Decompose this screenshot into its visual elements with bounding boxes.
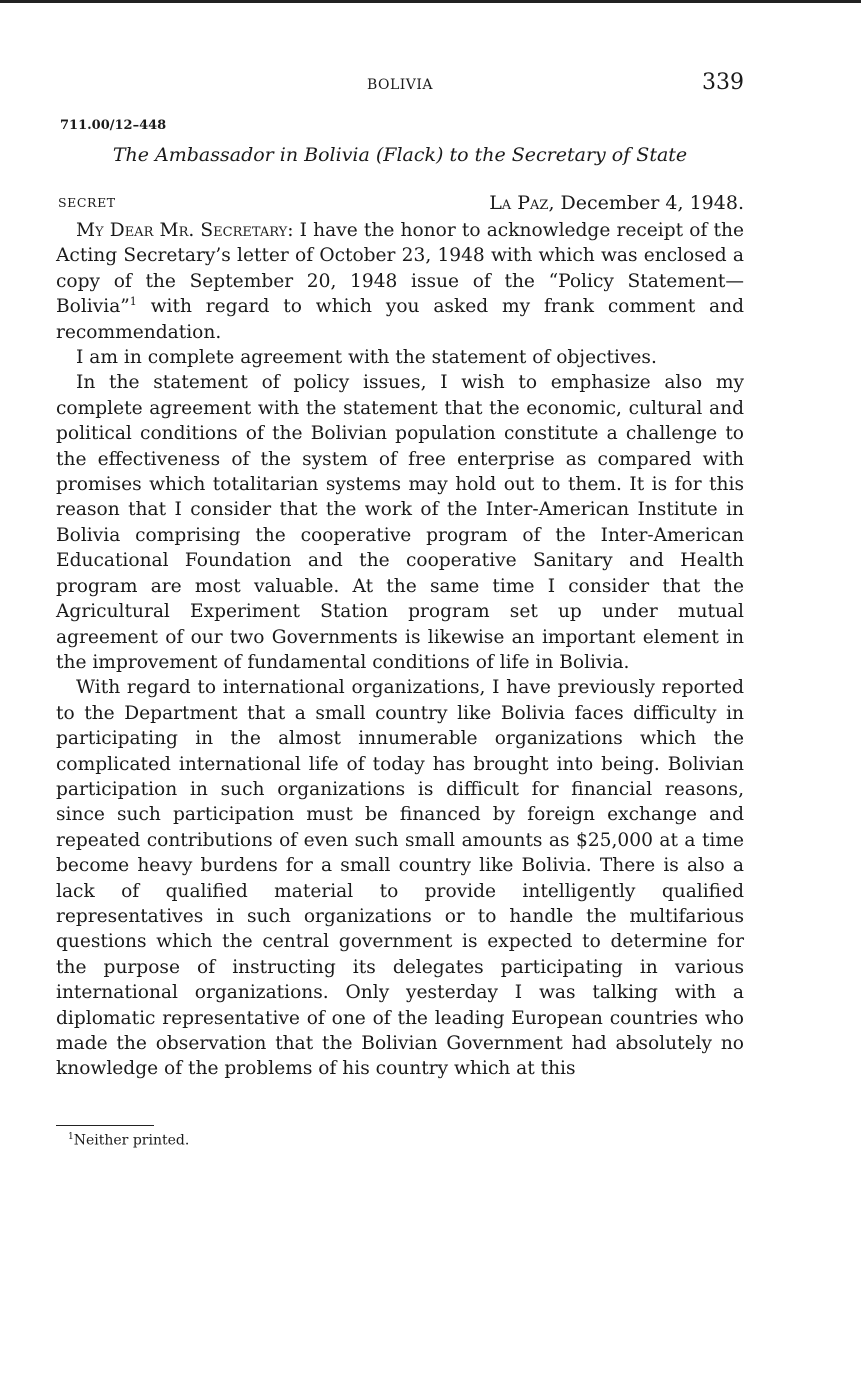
footnote-rule [56,1125,154,1126]
document-heading: The Ambassador in Bolivia (Flack) to the Secretary of State [112,144,688,166]
salutation: My Dear Mr. Secretary: [76,220,294,241]
footnote-marker: 1 [68,1132,74,1142]
paragraph-1-text-b: with regard to which you asked my frank comment and recommendation. [56,296,744,343]
letter-body [56,218,744,1082]
paragraph-1 [56,218,744,345]
paragraph-4: With regard to international organizations, I have previously reported to the Department that a small country like Bolivia faces difficulty in participating in the almost innumerable organizations which the complicated international life of today has brought into being. Bolivian participation in such organizations is difficult for financial reasons, since such participation must be financed by foreign exchange and repeated contributions of even such small amounts as $25,000 at a time become heavy burdens for a small country like Bolivia. There is also a lack of qualified material to provide intelligently qualified representatives in such organizations or to handle the multifarious questions which the central government is expected to determine for the purpose of instructing its delegates participating in various international organizations. Only yesterday I was talking with a diplomatic representative of one of the leading European countries who made the observation that the Bolivian Government had absolutely no knowledge of the problems of his country which at this [56,677,744,1080]
dateline-date: , December 4, 1948. [548,192,744,214]
footnote-text: Neither printed. [73,1132,190,1149]
running-head [56,70,744,98]
footnote-reference: 1 [129,295,137,309]
paragraph-2: I am in complete agreement with the statement of objectives. [76,347,657,369]
classification-label: SECRET [58,195,116,210]
file-number: 711.00/12–448 [60,118,167,133]
page-number: 339 [702,70,744,95]
paragraph-1-text-a: I have the honor to acknowledge receipt of the Acting Secretary’s letter of October 23, 1948 with which was enclosed a copy of the September 20, 1948 issue of the “Policy Statement—Bolivia” [56,220,744,318]
paragraph-3: In the statement of policy issues, I wish to emphasize also my complete agreement with the statement that the economic, cultural and political conditions of the Bolivian population constitute a challenge to the effectiveness of the system of free enterprise as compared with promises which totalitarian systems may hold out to them. It is for this reason that I consider that the work of the Inter-American Institute in Bolivia comprising the cooperative program of the Inter-American Educational Foundation and the cooperative Sanitary and Health program are most valuable. At the same time I consider that the Agricultural Experiment Station program set up under mutual agreement of our two Governments is likewise an important element in the improvement of fundamental conditions of life in Bolivia. [56,372,744,673]
dateline-place: La Paz [489,192,549,214]
footnote [68,1132,189,1149]
top-border-rule [0,0,861,3]
dateline [489,192,744,214]
running-title: BOLIVIA [366,77,434,93]
